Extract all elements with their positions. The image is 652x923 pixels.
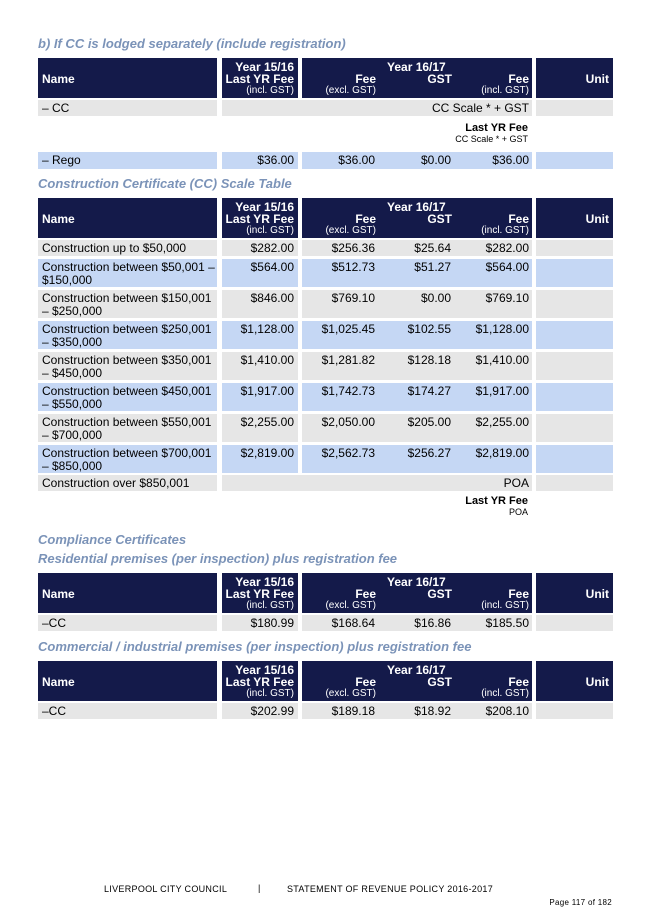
row-last-fee: $2,255.00 (240, 415, 294, 429)
note-label: Last YR Fee (465, 495, 528, 507)
row-last-cell (222, 290, 298, 318)
row-gst: $102.55 (407, 322, 451, 336)
header-unit: Unit (585, 675, 609, 689)
header-last-yr-fee: Last YR Fee (225, 675, 294, 689)
row-fee-cell (302, 414, 532, 442)
header-gst: GST (427, 587, 452, 601)
row-name: Construction between $450,001 – $550,000 (42, 384, 212, 411)
header-year-curr: Year 16/17 (387, 663, 446, 677)
row-name-cell (38, 290, 217, 318)
header-last-yr-fee: Last YR Fee (225, 72, 294, 86)
row-name-cell (38, 100, 217, 116)
header-year-prev: Year 15/16 (235, 200, 294, 214)
row-fee-cell (302, 290, 532, 318)
header-name: Name (42, 587, 75, 601)
residential-title: Residential premises (per inspection) plus registration fee (38, 551, 398, 566)
note-label: Last YR Fee (465, 122, 528, 134)
header-last-cell (222, 661, 298, 701)
row-total: $2,819.00 (475, 446, 529, 460)
row-name: Construction between $50,001 – $150,000 (42, 260, 215, 287)
row-name: – CC (42, 101, 70, 115)
row-last-fee: $36.00 (257, 153, 294, 167)
row-total: $282.00 (485, 241, 529, 255)
header-fee: Fee (355, 587, 376, 601)
row-gst: $0.00 (420, 153, 451, 167)
row-name: Construction between $550,001 – $700,000 (42, 415, 212, 442)
row-fee: $189.18 (331, 704, 375, 718)
header-name: Name (42, 72, 75, 86)
row-fee: $2,050.00 (321, 415, 375, 429)
row-total: $185.50 (485, 616, 529, 630)
row-last-cell (222, 383, 298, 411)
header-unit: Unit (585, 212, 609, 226)
header-fee-total: Fee (508, 72, 529, 86)
table-row (0, 290, 652, 318)
header-fee-total: Fee (508, 675, 529, 689)
row-last-cell (222, 321, 298, 349)
header-excl-gst: (excl. GST) (325, 85, 376, 96)
section-b-title: b) If CC is lodged separately (include registration) (38, 36, 346, 51)
table-row (0, 352, 652, 380)
header-incl-gst: (incl. GST) (246, 688, 294, 699)
row-name-cell (38, 414, 217, 442)
row-total: $208.10 (485, 704, 529, 718)
row-last-cell (222, 152, 298, 169)
header-fee: Fee (355, 675, 376, 689)
header-excl-gst: (excl. GST) (325, 688, 376, 699)
row-fee-cell (302, 259, 532, 287)
table-row (0, 240, 652, 256)
header-gst: GST (427, 212, 452, 226)
row-name: Construction between $150,001 – $250,000 (42, 291, 212, 318)
row-unit-cell (536, 615, 613, 631)
row-last-fee: $2,819.00 (240, 446, 294, 460)
row-name-cell (38, 703, 217, 719)
row-last-fee: $564.00 (250, 260, 294, 274)
header-incl-gst-total: (incl. GST) (481, 600, 529, 611)
table-row (0, 475, 652, 491)
header-incl-gst: (incl. GST) (246, 225, 294, 236)
header-fee-cell (302, 58, 532, 98)
row-last-cell (222, 240, 298, 256)
header-incl-gst-total: (incl. GST) (481, 688, 529, 699)
row-last-cell (222, 615, 298, 631)
row-fee-cell (302, 445, 532, 473)
header-year-prev: Year 15/16 (235, 575, 294, 589)
row-name: Construction over $850,001 (42, 476, 190, 490)
row-unit-cell (536, 259, 613, 287)
header-gst: GST (427, 675, 452, 689)
row-last-fee: $1,917.00 (240, 384, 294, 398)
row-total: $1,410.00 (475, 353, 529, 367)
row-total: $564.00 (485, 260, 529, 274)
row-unit-cell (536, 445, 613, 473)
row-fee: $2,562.73 (321, 446, 375, 460)
row-unit-cell (536, 703, 613, 719)
row-fee-cell (302, 615, 532, 631)
header-year-curr: Year 16/17 (387, 575, 446, 589)
row-fee-cell (222, 475, 532, 491)
row-gst: $18.92 (414, 704, 451, 718)
header-incl-gst-total: (incl. GST) (481, 225, 529, 236)
row-total: $769.10 (485, 291, 529, 305)
row-name-cell (38, 475, 217, 491)
row-total: $36.00 (492, 153, 529, 167)
table-row (0, 414, 652, 442)
row-fee: $168.64 (331, 616, 375, 630)
row-last-fee: $846.00 (250, 291, 294, 305)
row-gst: $16.86 (414, 616, 451, 630)
compliance-title: Compliance Certificates (38, 532, 187, 547)
row-fee-cell (302, 240, 532, 256)
header-incl-gst-total: (incl. GST) (481, 85, 529, 96)
row-fee: $769.10 (331, 291, 375, 305)
header-unit-cell (536, 198, 613, 238)
row-fee: $36.00 (338, 153, 375, 167)
row-fee: $1,742.73 (321, 384, 375, 398)
header-unit: Unit (585, 587, 609, 601)
row-name-cell (38, 383, 217, 411)
header-unit: Unit (585, 72, 609, 86)
row-last-fee: $180.99 (250, 616, 294, 630)
header-name: Name (42, 675, 75, 689)
header-fee-total: Fee (508, 587, 529, 601)
row-fee: $512.73 (331, 260, 375, 274)
row-name: Construction between $700,001 – $850,000 (42, 446, 212, 473)
table-row (0, 383, 652, 411)
header-last-cell (222, 58, 298, 98)
table-row (0, 100, 652, 116)
table-row (0, 259, 652, 287)
row-total: $1,128.00 (475, 322, 529, 336)
row-name-cell (38, 152, 217, 169)
row-name-cell (38, 445, 217, 473)
row-gst: $25.64 (414, 241, 451, 255)
header-last-cell (222, 573, 298, 613)
header-incl-gst: (incl. GST) (246, 85, 294, 96)
row-unit-cell (536, 321, 613, 349)
row-gst: $128.18 (407, 353, 451, 367)
row-fee-cell (302, 352, 532, 380)
row-last-fee: $1,410.00 (240, 353, 294, 367)
note-value: CC Scale * + GST (455, 134, 528, 144)
table-row (0, 615, 652, 631)
row-name: Construction between $250,001 – $350,000 (42, 322, 212, 349)
row-unit-cell (536, 383, 613, 411)
row-name: –CC (42, 704, 67, 718)
row-gst: $51.27 (414, 260, 451, 274)
table-row (0, 321, 652, 349)
row-fee-cell (302, 321, 532, 349)
header-fee-cell (302, 661, 532, 701)
row-last-fee: $202.99 (250, 704, 294, 718)
row-name-cell (38, 321, 217, 349)
row-last-fee: $282.00 (250, 241, 294, 255)
row-last-cell (222, 352, 298, 380)
header-year-prev: Year 15/16 (235, 663, 294, 677)
row-name: – Rego (42, 153, 81, 167)
row-gst: $0.00 (420, 291, 451, 305)
row-fee: $256.36 (331, 241, 375, 255)
header-excl-gst: (excl. GST) (325, 600, 376, 611)
row-name: –CC (42, 616, 67, 630)
row-gst: $205.00 (407, 415, 451, 429)
header-fee-cell (302, 198, 532, 238)
table-row (0, 152, 652, 169)
row-fee: $1,025.45 (321, 322, 375, 336)
table-row (0, 703, 652, 719)
row-name-cell (38, 615, 217, 631)
header-last-cell (222, 198, 298, 238)
row-last-fee: $1,128.00 (240, 322, 294, 336)
row-unit-cell (536, 152, 613, 169)
row-last-cell (222, 414, 298, 442)
header-year-curr: Year 16/17 (387, 200, 446, 214)
row-unit-cell (536, 240, 613, 256)
header-name-cell (38, 198, 217, 238)
header-name-cell (38, 661, 217, 701)
footer-council: LIVERPOOL CITY COUNCIL (104, 884, 228, 894)
row-total: $1,917.00 (475, 384, 529, 398)
row-total: $2,255.00 (475, 415, 529, 429)
footer-document: STATEMENT OF REVENUE POLICY 2016-2017 (287, 884, 494, 894)
header-name-cell (38, 58, 217, 98)
row-unit-cell (536, 414, 613, 442)
header-fee-total: Fee (508, 212, 529, 226)
row-fee-cell (302, 703, 532, 719)
header-unit-cell (536, 661, 613, 701)
row-name-cell (38, 352, 217, 380)
row-fee: $1,281.82 (321, 353, 375, 367)
note-value: POA (508, 507, 528, 517)
row-fee-cell (222, 100, 532, 116)
row-name: Construction between $350,001 – $450,000 (42, 353, 212, 380)
header-fee: Fee (355, 212, 376, 226)
footer-separator: | (258, 883, 261, 893)
header-unit-cell (536, 573, 613, 613)
row-unit-cell (536, 100, 613, 116)
row-fee-value: POA (503, 476, 529, 490)
header-last-yr-fee: Last YR Fee (225, 212, 294, 226)
table-row (0, 445, 652, 473)
cc-scale-title: Construction Certificate (CC) Scale Table (38, 176, 292, 191)
row-last-cell (222, 259, 298, 287)
header-excl-gst: (excl. GST) (325, 225, 376, 236)
header-fee: Fee (355, 72, 376, 86)
row-gst: $256.27 (407, 446, 451, 460)
header-year-prev: Year 15/16 (235, 60, 294, 74)
row-unit-cell (536, 475, 613, 491)
row-name-cell (38, 259, 217, 287)
commercial-title: Commercial / industrial premises (per inspection) plus registration fee (38, 639, 472, 654)
row-fee-cell (302, 152, 532, 169)
header-unit-cell (536, 58, 613, 98)
row-fee-cell (302, 383, 532, 411)
header-name: Name (42, 212, 75, 226)
row-last-cell (222, 445, 298, 473)
header-year-curr: Year 16/17 (387, 60, 446, 74)
header-incl-gst: (incl. GST) (246, 600, 294, 611)
row-name-cell (38, 240, 217, 256)
header-name-cell (38, 573, 217, 613)
header-gst: GST (427, 72, 452, 86)
row-fee-value: CC Scale * + GST (431, 101, 529, 115)
row-last-cell (222, 703, 298, 719)
row-gst: $174.27 (407, 384, 451, 398)
footer-page-number: Page 117 of 182 (549, 898, 612, 907)
row-unit-cell (536, 352, 613, 380)
row-unit-cell (536, 290, 613, 318)
header-last-yr-fee: Last YR Fee (225, 587, 294, 601)
header-fee-cell (302, 573, 532, 613)
row-name: Construction up to $50,000 (42, 241, 187, 255)
